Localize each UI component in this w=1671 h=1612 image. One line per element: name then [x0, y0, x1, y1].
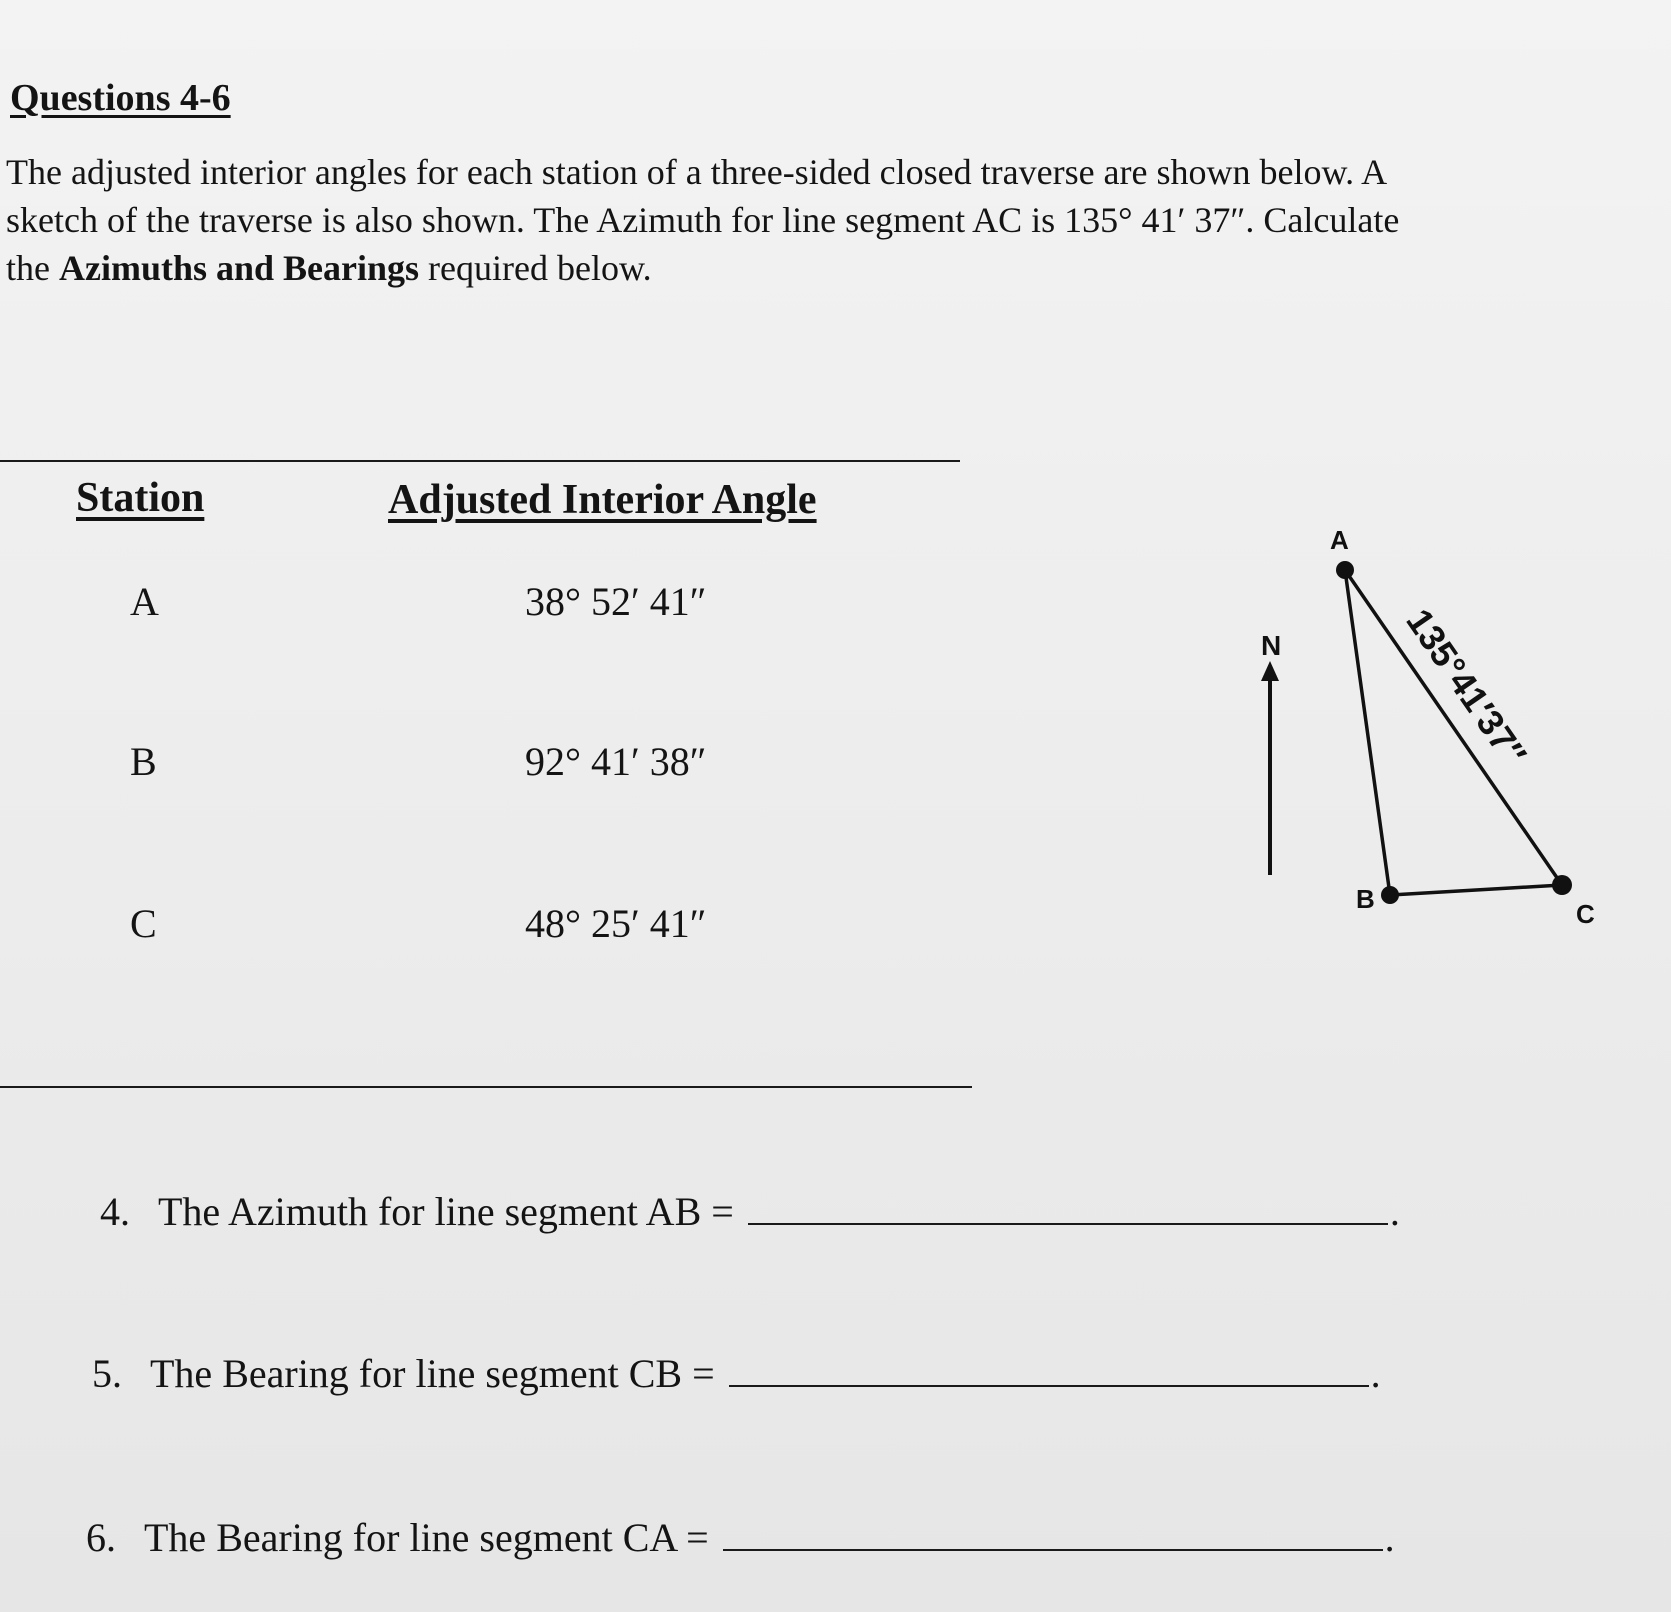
- table-top-rule: [0, 460, 960, 462]
- ac-azimuth-label: 135°41′37″: [1398, 601, 1535, 774]
- question-5-text: The Bearing for line segment CB =: [150, 1351, 715, 1396]
- intro-emphasis: Azimuths and Bearings: [58, 248, 420, 288]
- station-column-header: Station: [76, 475, 205, 521]
- intro-line-3-post: required below.: [419, 248, 652, 288]
- intro-line-2: sketch of the traverse is also shown. The Azimuth for line segment AC is 135° 41′ 37″. Calculate: [6, 200, 1400, 240]
- angle-a: 38° 52′ 41″: [525, 579, 707, 624]
- point-a-marker: [1336, 561, 1354, 579]
- point-a-label: A: [1330, 525, 1349, 555]
- intro-line-3-pre: the: [6, 248, 59, 288]
- question-5-period: .: [1370, 1351, 1381, 1396]
- question-6: [86, 1514, 1395, 1561]
- question-4: [100, 1188, 1400, 1235]
- question-6-number: 6.: [86, 1515, 116, 1560]
- angle-column-header: Adjusted Interior Angle: [388, 477, 817, 523]
- point-c-label: C: [1576, 899, 1595, 929]
- angle-c: 48° 25′ 41″: [525, 901, 707, 946]
- north-arrow-icon: [1261, 661, 1279, 681]
- problem-statement: [6, 148, 1606, 292]
- line-bc: [1390, 885, 1562, 895]
- question-4-period: .: [1389, 1189, 1400, 1234]
- question-4-answer-blank[interactable]: [748, 1222, 1388, 1225]
- point-b-label: B: [1356, 884, 1375, 914]
- station-b: B: [130, 739, 157, 784]
- intro-line-3: [6, 244, 1606, 292]
- station-c: C: [130, 901, 157, 946]
- point-b-marker: [1381, 886, 1399, 904]
- traverse-sketch: [1220, 515, 1610, 935]
- section-heading: Questions 4-6: [10, 77, 231, 119]
- question-5: [92, 1350, 1381, 1397]
- point-c-marker: [1552, 875, 1572, 895]
- question-4-text: The Azimuth for line segment AB =: [158, 1189, 734, 1234]
- question-5-answer-blank[interactable]: [729, 1384, 1369, 1387]
- angle-b: 92° 41′ 38″: [525, 739, 707, 784]
- question-6-period: .: [1384, 1515, 1395, 1560]
- question-6-answer-blank[interactable]: [723, 1548, 1383, 1551]
- north-label: N: [1261, 630, 1282, 661]
- line-ac: [1345, 570, 1562, 885]
- line-ab: [1345, 570, 1390, 895]
- question-4-number: 4.: [100, 1189, 130, 1234]
- table-bottom-rule: [0, 1086, 972, 1088]
- question-5-number: 5.: [92, 1351, 122, 1396]
- station-a: A: [130, 579, 159, 624]
- question-6-text: The Bearing for line segment CA =: [144, 1515, 709, 1560]
- intro-line-1: The adjusted interior angles for each station of a three-sided closed traverse are shown below. A: [6, 152, 1388, 192]
